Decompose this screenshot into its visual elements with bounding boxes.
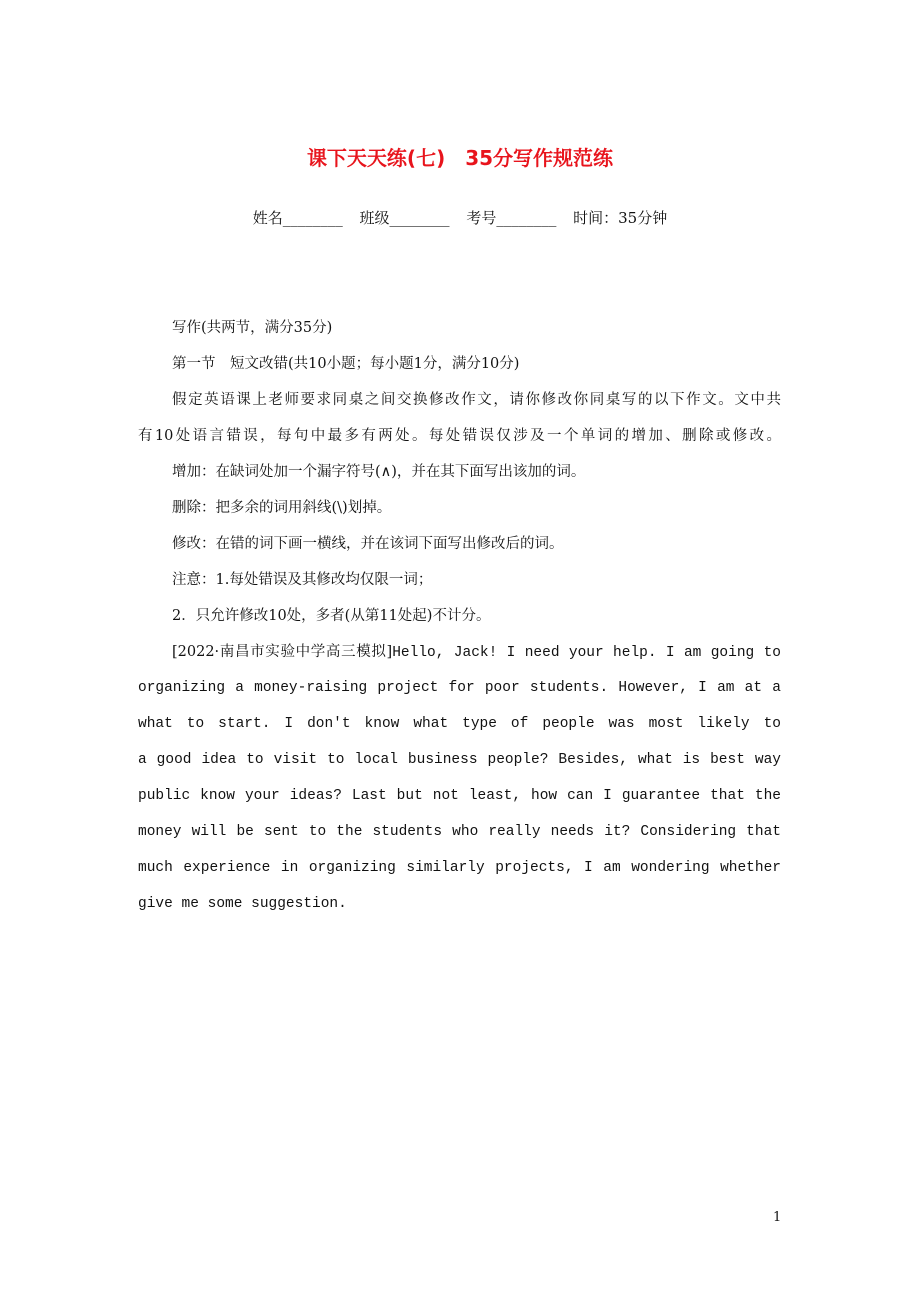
- instructions-line: 有10处语言错误，每句中最多有两处。每处错误仅涉及一个单词的增加、删除或修改。: [138, 428, 781, 444]
- passage-line: give me some suggestion.: [138, 896, 347, 912]
- class-field: 班级________: [359, 209, 450, 227]
- passage-source: [2022·南昌市实验中学高三模拟]: [172, 644, 393, 660]
- rule-add: 增加：在缺词处加一个漏字符号(∧)，并在其下面写出该加的词。: [172, 464, 586, 480]
- passage-line: what to start. I don't know what type of people was most likely to: [138, 716, 781, 732]
- page-title: 课下天天练(七) 35分写作规范练: [306, 146, 614, 170]
- part-heading: 第一节 短文改错(共10小题；每小题1分，满分10分): [172, 356, 520, 372]
- passage-text: Hello, Jack! I need your help. I am going to: [392, 645, 781, 661]
- passage-line: a good idea to visit to local business people? Besides, what is best way: [138, 752, 781, 768]
- passage-line: [138, 634, 781, 670]
- passage-line: much experience in organizing similarly projects, I am wondering whether: [138, 860, 781, 876]
- passage-line: public know your ideas? Last but not least, how can I guarantee that the: [138, 788, 781, 804]
- student-info: [0, 207, 920, 228]
- rule-delete: 删除：把多余的词用斜线(\)划掉。: [172, 500, 392, 516]
- section-heading: 写作(共两节，满分35分): [172, 320, 333, 336]
- passage-line: money will be sent to the students who really needs it? Considering that: [138, 824, 781, 840]
- time-limit: 时间：35分钟: [573, 209, 668, 227]
- name-field: 姓名________: [252, 209, 343, 227]
- document-body: [138, 310, 781, 922]
- rule-note-2: 2．只允许修改10处，多者(从第11处起)不计分。: [172, 608, 491, 624]
- page-number: 1: [773, 1210, 782, 1225]
- instructions-line: 假定英语课上老师要求同桌之间交换修改作文，请你修改你同桌写的以下作文。文中共: [172, 392, 781, 408]
- rule-note-1: 注意：1.每处错误及其修改均仅限一词；: [172, 572, 433, 588]
- exam-number-field: 考号________: [466, 209, 557, 227]
- rule-modify: 修改：在错的词下画一横线，并在该词下面写出修改后的词。: [172, 536, 564, 552]
- passage-line: organizing a money-raising project for poor students. However, I am at a: [138, 680, 781, 696]
